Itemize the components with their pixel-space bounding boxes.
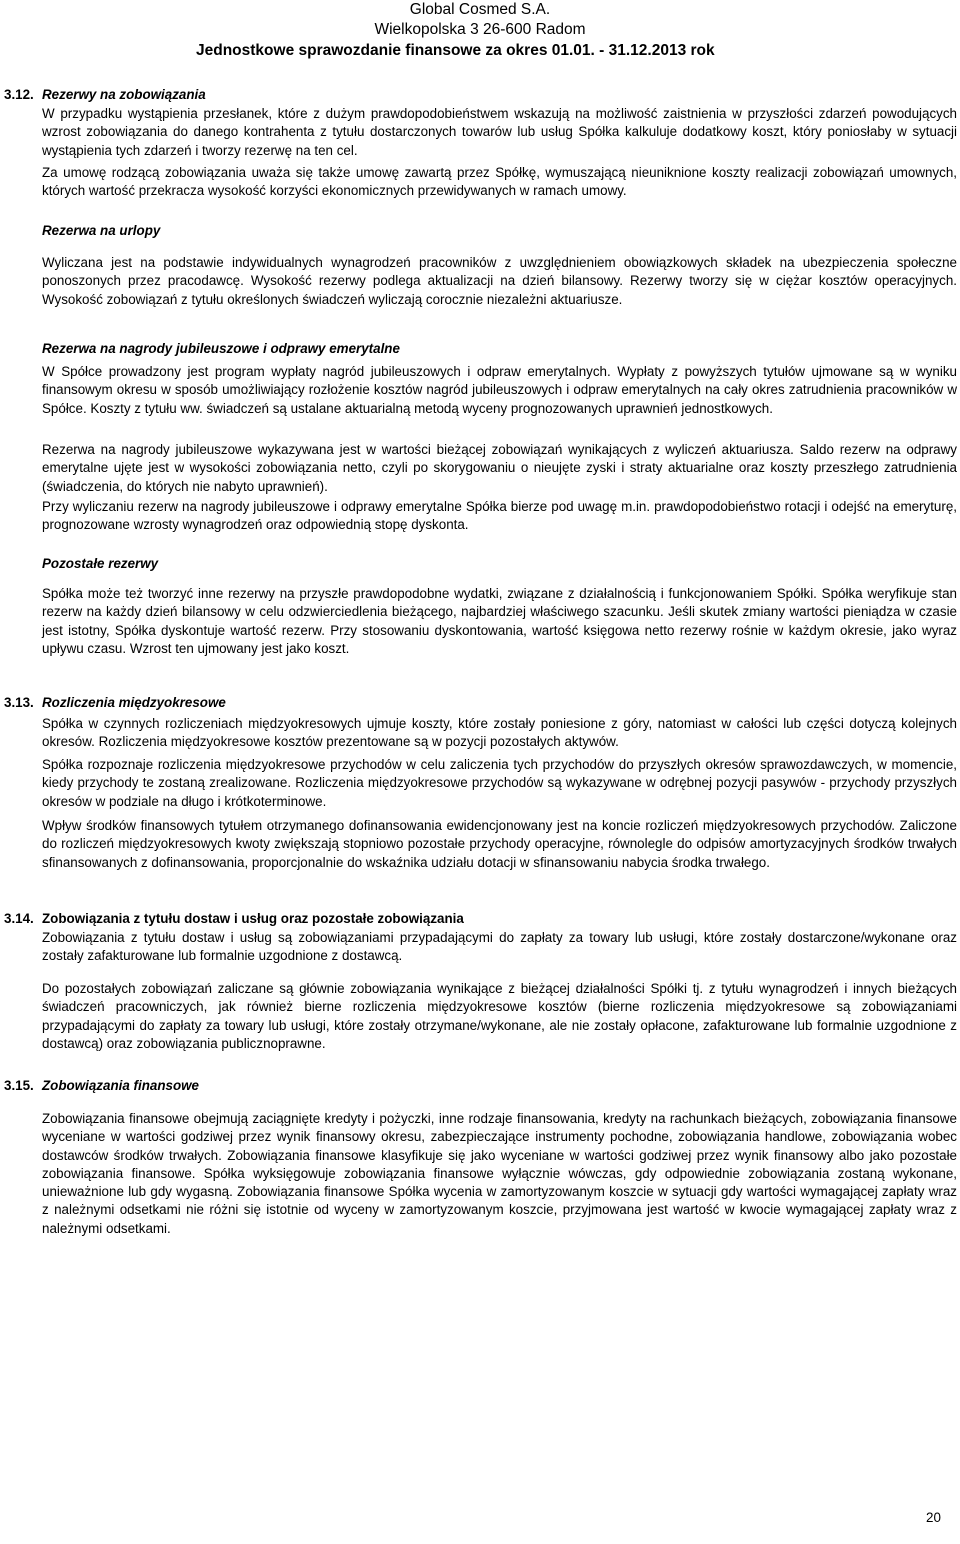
company-name: Global Cosmed S.A.	[409, 1, 551, 18]
paragraph: W przypadku wystąpienia przesłanek, które z dużym prawdopodobieństwem wskazują na możliwość zaistnienia w przyszłości zdarzeń powodujących wzrost zobowiązania do danego kontrahenta z tytułu dostarczonych towarów lub usług Spółka kalkuluje dodatkowy koszt, który poniosłaby w sytuacji wystąpienia tych zdarzeń i tworzy rezerwę na ten cel.	[42, 106, 957, 158]
paragraph: Rezerwa na nagrody jubileuszowe wykazywana jest w wartości bieżącej zobowiązań wynikających z wyliczeń aktuariusza. Saldo rezerw na odprawy emerytalne ujęte jest w wysokości zobowiązania netto, czyli po skorygowaniu o nieujęte zyski i straty aktuarialne oraz koszty przeszłego zatrudnienia (świadczenia, do których nie nabyto uprawnień).	[42, 442, 957, 494]
paragraph: Spółka rozpoznaje rozliczenia międzyokresowe przychodów w celu zaliczenia tych przychodów do przyszłych okresów sprawozdawczych, w momencie, kiedy przychody te zostaną zrealizowane. Rozliczenia międzyokresowe przychodów są wykazywane w odrębnej pozycji pasywów - przychody przyszłych okresów w podziale na długo i krótkoterminowe.	[42, 757, 957, 809]
paragraph: Wpływ środków finansowych tytułem otrzymanego dofinansowania ewidencjonowany jest na koncie rozliczeń międzyokresowych przychodów. Zaliczone do rozliczeń międzyokresowych kwoty zwiększają stopniowo pozostałe przychody operacyjne, równolegle do odpisów amortyzacyjnych środków trwałych sfinansowanych z dofinansowania, proporcjonalnie do wskaźnika udziału dotacji w sfinansowaniu nabycia środka trwałego.	[42, 818, 957, 870]
subsection-title-urlopy: Rezerwa na urlopy	[42, 223, 161, 238]
page-number: 20	[926, 1510, 941, 1525]
paragraph: W Spółce prowadzony jest program wypłaty nagród jubileuszowych i odpraw emerytalnych. Wypłaty z powyższych tytułów ujmowane są w wyniku finansowym okresu w sposób umożliwiający rozłożenie kosztów nagród jubileuszowych i odpraw emerytalnych na cały okres zatrudnienia pracowników w Spółce. Koszty z tytułu ww. świadczeń są ustalane aktuarialną metodą wyceny prognozowanych uprawnień jednostkowych.	[42, 364, 957, 416]
paragraph: Spółka w czynnych rozliczeniach międzyokresowych ujmuje koszty, które zostały poniesione z góry, natomiast w całości lub części dotyczą kolejnych okresów. Rozliczenia międzyokresowe kosztów prezentowane są w pozycji pozostałych aktywów.	[42, 716, 957, 750]
paragraph: Spółka może też tworzyć inne rezerwy na przyszłe prawdopodobne wydatki, związane z działalnością i funkcjonowaniem Spółki. Spółka weryfikuje stan rezerw na każdy dzień bilansowy w celu odzwierciedlenia bieżącego, najbardziej właściwego szacunku. Jeśli skutek zmiany wartości pieniądza w czasie jest istotny, Spółka dyskontuje wartość rezerw. Przy stosowaniu dyskontowania, wartość księgowa netto rezerwy rośnie w każdym okresie, jako wyraz upływu czasu. Wzrost ten ujmowany jest jako koszt.	[42, 586, 957, 656]
paragraph: Zobowiązania finansowe obejmują zaciągnięte kredyty i pożyczki, inne rodzaje finansowania, kredyty na rachunkach bieżących, zobowiązania finansowe wyceniane w wartości godziwej przez wynik finansowy okresu, zabezpieczające instrumenty pochodne, zobowiązania handlowe, zobowiązania wobec dostawców środków trwałych. Zobowiązania finansowe klasyfikuje się jako wyceniane w wartości godziwej przez wynik finansowy albo jako pozostałe zobowiązania finansowe. Spółka wyksięgowuje zobowiązania finansowe wyłącznie wówczas, gdy odpowiednie zobowiązania zostaną wykonane, unieważnione lub gdy wygasną. Zobowiązania finansowe Spółka wycenia w zamortyzowanym koszcie w sytuacji gdy wartości wymagającej zapłaty wraz z należnymi odsetkami nie różni się istotnie od wyceny w zamortyzowanym koszcie, przyjmowana jest wartość w kwocie wymagającej zapłaty wraz z należnymi odsetkami.	[42, 1111, 957, 1236]
paragraph: Zobowiązania z tytułu dostaw i usług są zobowiązaniami przypadającymi do zapłaty za towary lub usługi, które zostały dostarczone/wykonane oraz zostały zafakturowane lub formalnie uzgodnione z dostawcą.	[42, 930, 957, 964]
subsection-title-pozostale: Pozostałe rezerwy	[42, 556, 159, 571]
section-number-314: 3.14.	[4, 911, 34, 926]
section-number-312: 3.12.	[4, 87, 34, 102]
section-title-315: Zobowiązania finansowe	[42, 1078, 199, 1093]
subsection-title-jubileuszowe: Rezerwa na nagrody jubileuszowe i odprawy emerytalne	[42, 341, 400, 356]
paragraph: Przy wyliczaniu rezerw na nagrody jubileuszowe i odprawy emerytalne Spółka bierze pod uwagę m.in. prawdopodobieństwo rotacji i odejść na emeryturę, prognozowane wzrosty wynagrodzeń oraz odpowiednią stopę dyskonta.	[42, 499, 957, 533]
section-title-312: Rezerwy na zobowiązania	[42, 87, 206, 102]
company-address: Wielkopolska 3 26-600 Radom	[374, 21, 586, 38]
paragraph: Za umowę rodzącą zobowiązania uważa się także umowę zawartą przez Spółkę, wymuszającą nieuniknione koszty realizacji zobowiązań umownych, których wartość przekracza wysokość korzyści ekonomicznych przewidywanych w ramach umowy.	[42, 165, 957, 199]
section-number-315: 3.15.	[4, 1078, 34, 1093]
report-title: Jednostkowe sprawozdanie finansowe za okres 01.01. - 31.12.2013 rok	[196, 42, 715, 59]
paragraph: Wyliczana jest na podstawie indywidualnych wynagrodzeń pracowników z uwzględnieniem obowiązkowych składek na ubezpieczenia społeczne ponoszonych przez pracodawcę. Wysokość rezerwy podlega aktualizacji na dzień bilansowy. Rezerwy tworzy się w ciężar kosztów operacyjnych. Wysokość zobowiązań z tytułu określonych świadczeń wyliczają corocznie niezależni aktuariusze.	[42, 255, 957, 307]
paragraph: Do pozostałych zobowiązań zaliczane są głównie zobowiązania wynikające z bieżącej działalności Spółki tj. z tytułu wynagrodzeń i innych bieżących świadczeń pracowniczych, jak również bierne rozliczenia międzyokresowe kosztów (bierne rozliczenia międzyokresowe są zobowiązaniami przypadającymi do zapłaty za towary lub usługi, które zostały otrzymane/wykonane, ale nie zostały opłacone, zafakturowane lub formalnie uzgodnione z dostawcą) oraz zobowiązania publicznoprawne.	[42, 981, 957, 1051]
section-title-314: Zobowiązania z tytułu dostaw i usług oraz pozostałe zobowiązania	[42, 911, 464, 926]
section-number-313: 3.13.	[4, 695, 34, 710]
section-title-313: Rozliczenia międzyokresowe	[42, 695, 226, 710]
